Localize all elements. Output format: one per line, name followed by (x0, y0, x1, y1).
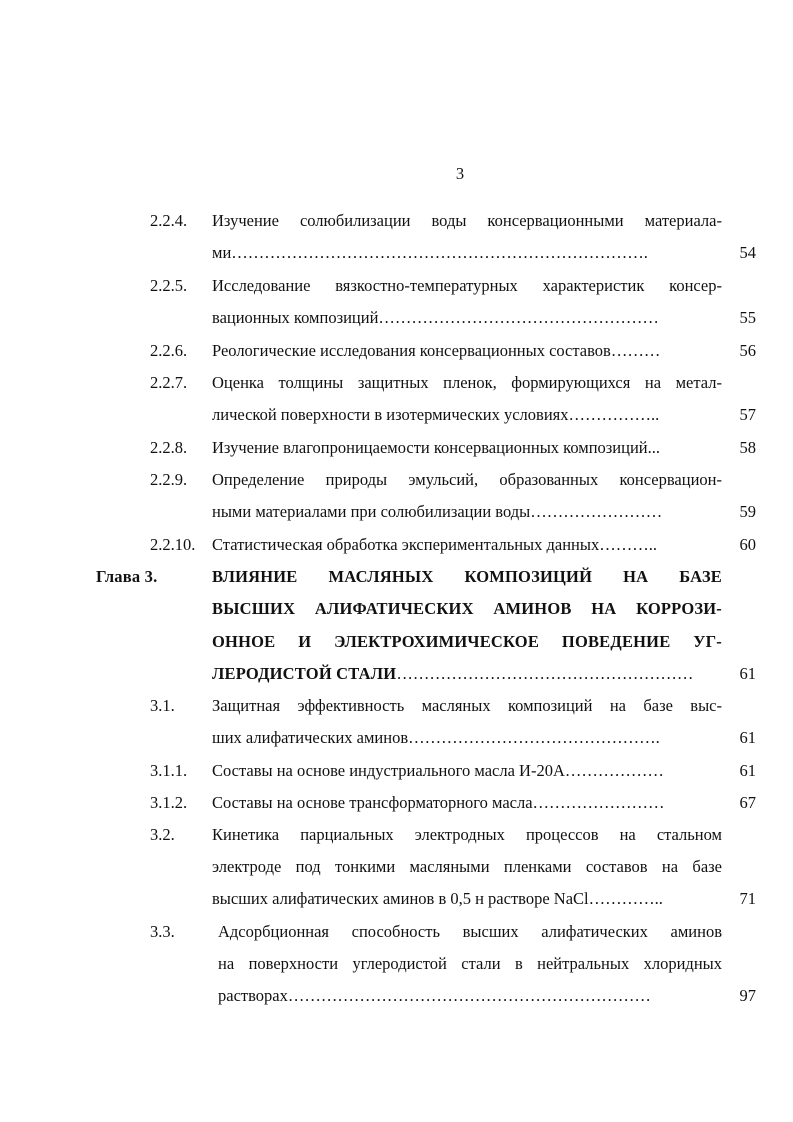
toc-entry-number: 3.1.1. (150, 761, 188, 780)
chapter-title-line: ОННОЕ И ЭЛЕКТРОХИМИЧЕСКОЕ ПОВЕДЕНИЕ УГ- (212, 632, 722, 651)
toc-entry-page: 56 (739, 341, 756, 360)
toc-entry-title-line: высших алифатических аминов в 0,5 н растворе NaCl………….. (212, 889, 663, 908)
toc-entry-title-line: Изучение влагопроницаемости консервационных композиций... (212, 438, 660, 457)
toc-entry-title-line: Реологические исследования консервационных составов……… (212, 341, 661, 360)
toc-entry-title-line: Защитная эффективность масляных композиций на базе выс- (212, 696, 722, 715)
toc-entry-number: 2.2.5. (150, 276, 188, 295)
toc-entry-title-line: Статистическая обработка экспериментальных данных……….. (212, 535, 657, 554)
toc-entry-number: 2.2.10. (150, 535, 196, 554)
toc-entry-page: 60 (739, 535, 756, 554)
toc-entry-number: 2.2.8. (150, 438, 188, 457)
toc-entry-page: 71 (739, 889, 756, 908)
toc-entry-number: 3.1. (150, 696, 175, 715)
chapter-label: Глава 3. (96, 567, 158, 586)
toc-entry-title-line: ными материалами при солюбилизации воды…………………… (212, 502, 663, 521)
toc-entry-number: 2.2.9. (150, 470, 188, 489)
chapter-title-line: ВЫСШИХ АЛИФАТИЧЕСКИХ АМИНОВ НА КОРРОЗИ- (212, 599, 722, 618)
toc-entry-number: 3.3. (150, 922, 175, 941)
toc-entry-page: 61 (739, 664, 756, 683)
toc-entry-title-line: ших алифатических аминов………………………………………. (212, 728, 660, 747)
toc-entry-title-line: вационных композиций…………………………………………… (212, 308, 659, 327)
toc-entry-page: 58 (739, 438, 756, 457)
toc-entry-number: 2.2.7. (150, 373, 188, 392)
toc-entry-title-line: электроде под тонкими масляными пленками составов на базе (212, 857, 722, 876)
toc-entry-title-line: ми…………………………………………………………………. (212, 243, 648, 262)
chapter-title-line (212, 664, 693, 684)
toc-entry-title-line: Исследование вязкостно-температурных характеристик консер- (212, 276, 722, 295)
toc-entry-title-line: Адсорбционная способность высших алифатических аминов (218, 922, 722, 941)
toc-entry-page: 55 (739, 308, 756, 327)
toc-entry-number: 2.2.6. (150, 341, 188, 360)
toc-entry-title-line: Оценка толщины защитных пленок, формирующихся на метал- (212, 373, 722, 392)
toc-entry-title-line: на поверхности углеродистой стали в нейтральных хлоридных (218, 954, 722, 973)
toc-entry-title-line: Составы на основе индустриального масла И-20А……………… (212, 761, 664, 780)
toc-entry-page: 61 (739, 761, 756, 780)
toc-entry-page: 61 (739, 728, 756, 747)
toc-entry-title-line: Определение природы эмульсий, образованных консервацион- (212, 470, 722, 489)
toc-entry-title-line: Кинетика парциальных электродных процессов на стальном (212, 825, 722, 844)
toc-entry-title-line: лической поверхности в изотермических условиях…………….. (212, 405, 660, 424)
toc-entry-page: 59 (739, 502, 756, 521)
chapter-title-last: ЛЕРОДИСТОЙ СТАЛИ (212, 664, 397, 683)
chapter-title-line: ВЛИЯНИЕ МАСЛЯНЫХ КОМПОЗИЦИЙ НА БАЗЕ (212, 567, 722, 586)
toc-entry-title-line: растворах………………………………………………………… (218, 986, 651, 1005)
toc-entry-page: 57 (739, 405, 756, 424)
leader-dots: ……………………………………………… (396, 664, 694, 683)
page-number: 3 (455, 164, 465, 183)
toc-entry-title-line: Изучение солюбилизации воды консервационными материала- (212, 211, 722, 230)
toc-entry-title-line: Составы на основе трансформаторного масла…………………… (212, 793, 665, 812)
toc-entry-number: 3.1.2. (150, 793, 188, 812)
toc-entry-page: 97 (739, 986, 756, 1005)
toc-entry-number: 3.2. (150, 825, 175, 844)
toc-entry-page: 54 (739, 243, 756, 262)
toc-entry-page: 67 (739, 793, 756, 812)
toc-entry-number: 2.2.4. (150, 211, 188, 230)
